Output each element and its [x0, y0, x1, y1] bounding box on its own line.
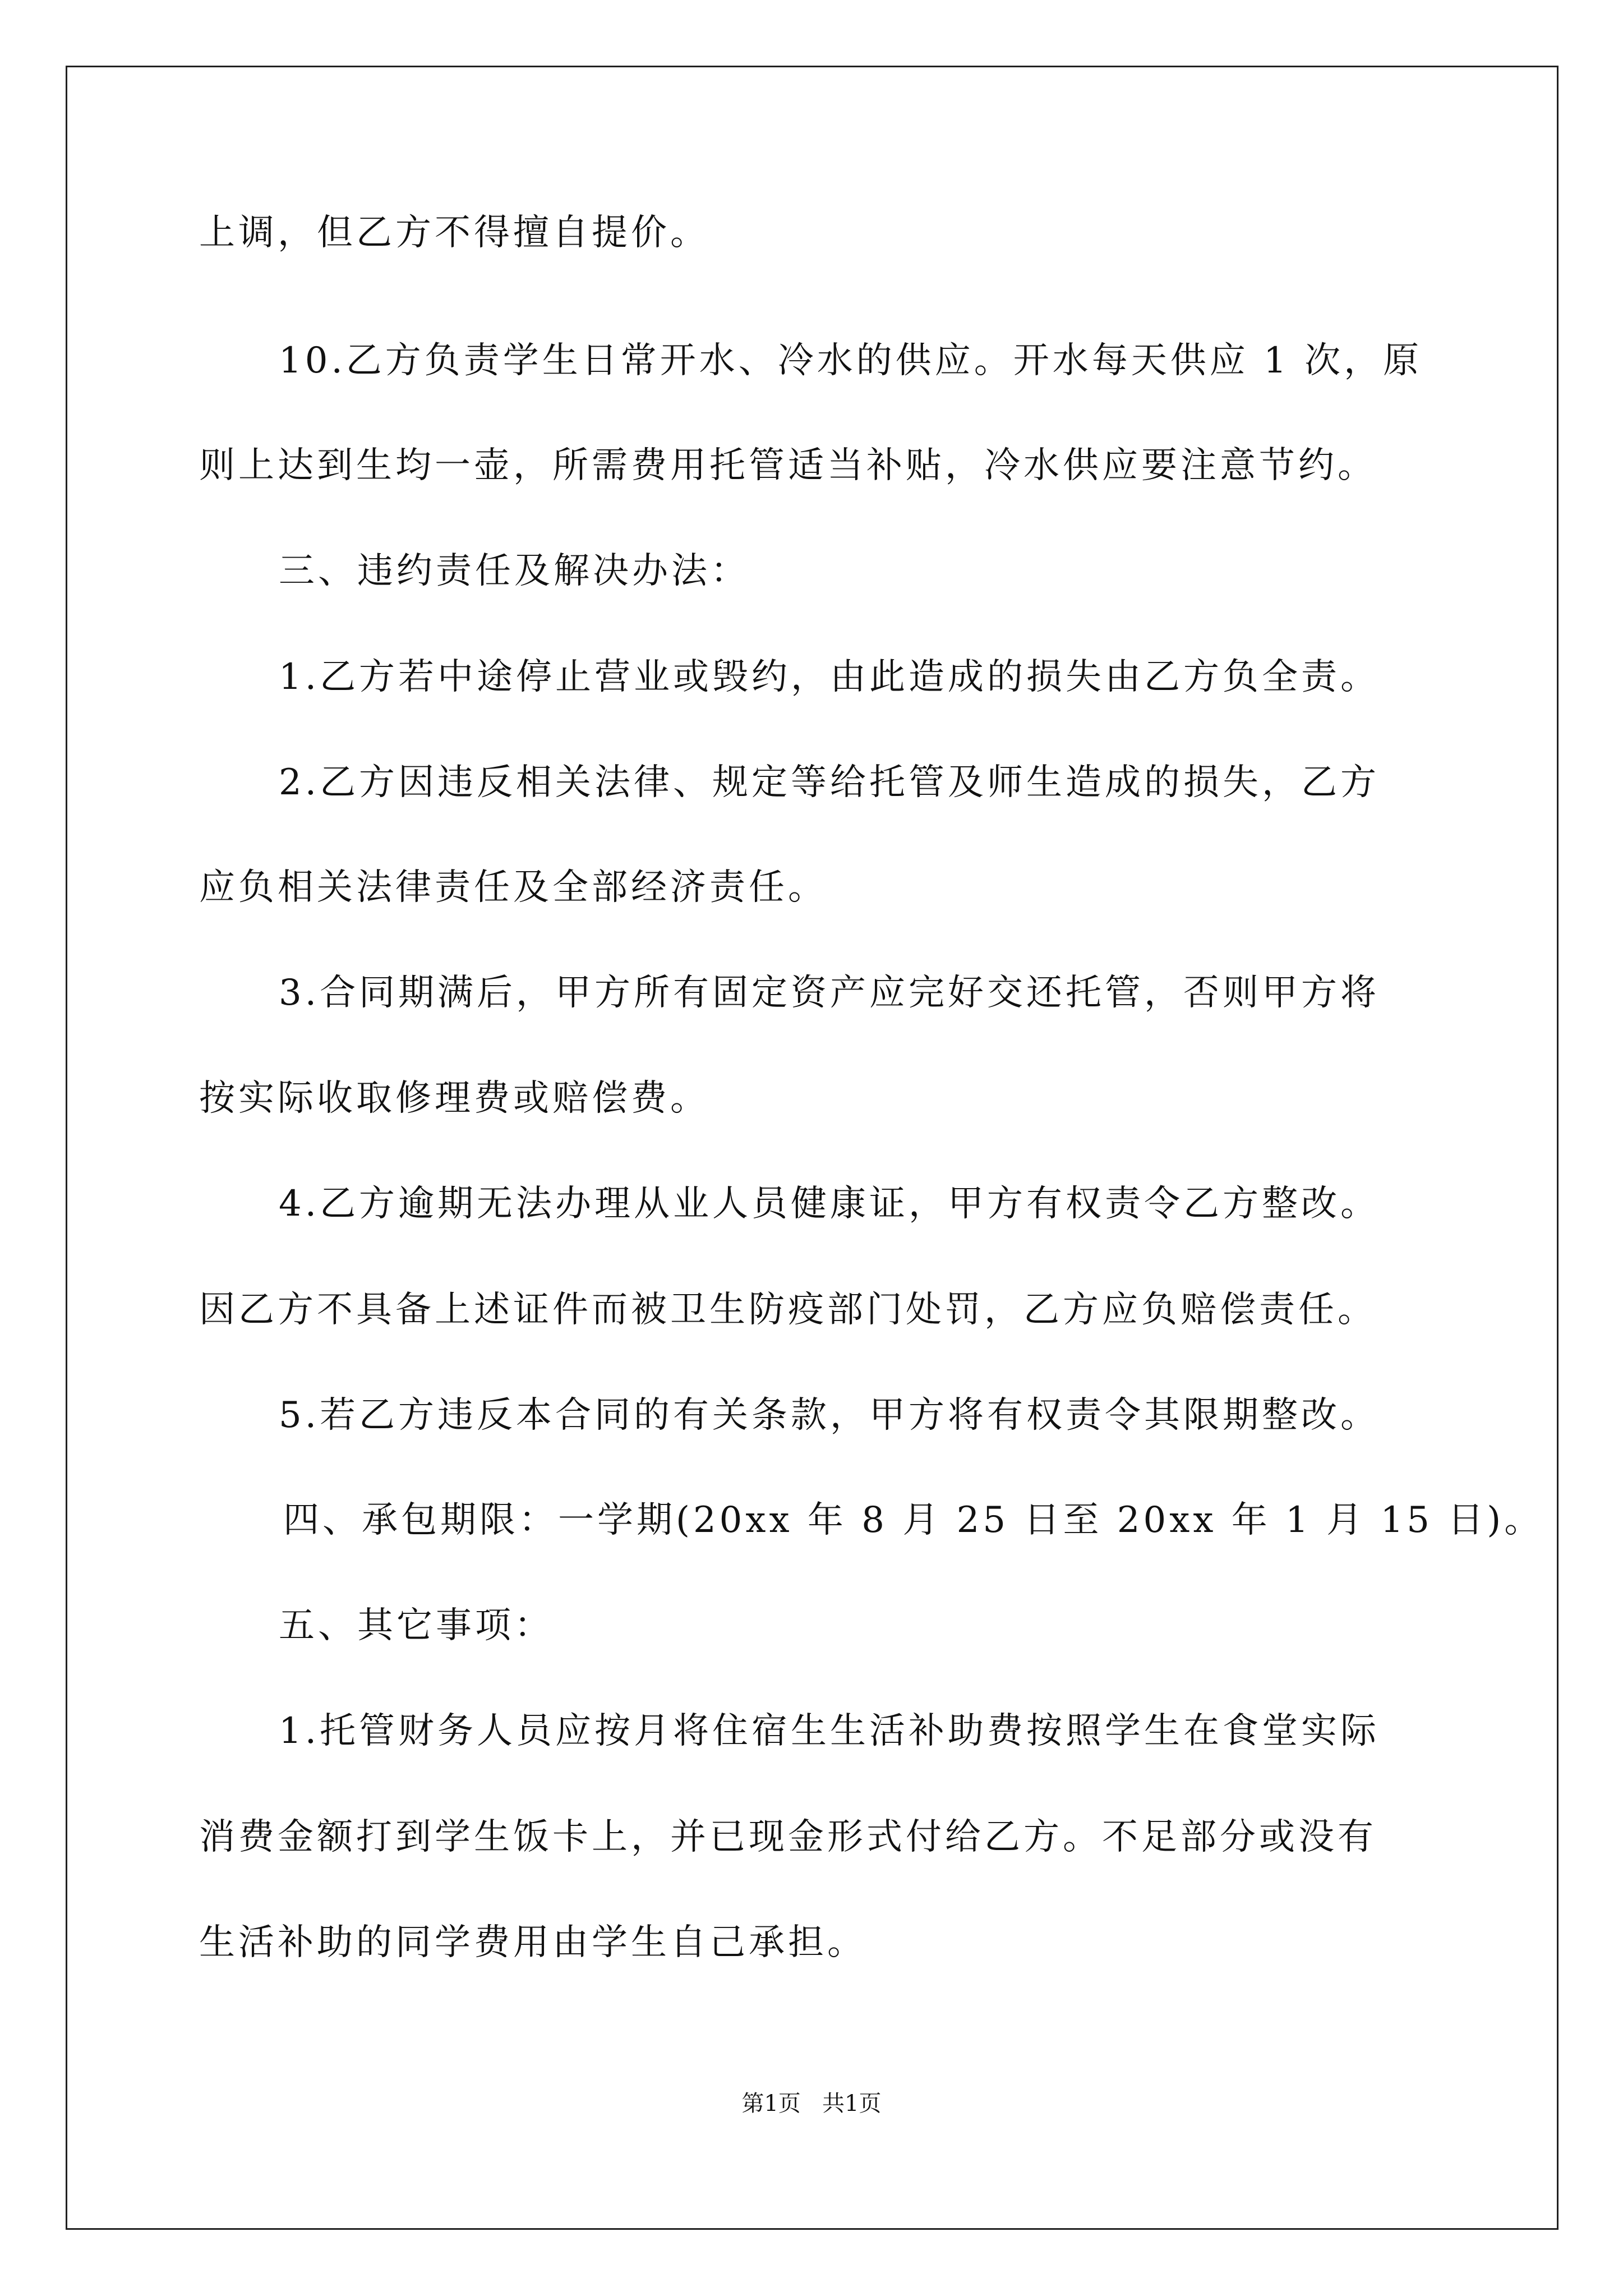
text-line: 5.若乙方违反本合同的有关条款，甲方将有权责令其限期整改。: [279, 1395, 1380, 1436]
text-line: 消费金额打到学生饭卡上，并已现金形式付给乙方。不足部分或没有: [199, 1816, 1377, 1858]
text-line: 3.合同期满后，甲方所有固定资产应完好交还托管，否则甲方将: [279, 972, 1380, 1014]
text-line: 生活补助的同学费用由学生自己承担。: [199, 1922, 866, 1963]
text-line: 1.乙方若中途停止营业或毁约，由此造成的损失由乙方负全责。: [279, 656, 1380, 698]
page-frame: [66, 66, 1559, 2230]
text-line: 2.乙方因违反相关法律、规定等给托管及师生造成的损失，乙方: [279, 762, 1380, 803]
section-heading: 三、违约责任及解决办法：: [279, 550, 750, 592]
text-line: 按实际收取修理费或赔偿费。: [199, 1078, 709, 1119]
text-line: 则上达到生均一壶，所需费用托管适当补贴，冷水供应要注意节约。: [199, 445, 1377, 486]
text-line: 4.乙方逾期无法办理从业人员健康证，甲方有权责令乙方整改。: [279, 1183, 1380, 1225]
section-heading: 五、其它事项：: [279, 1605, 554, 1646]
text-line: 因乙方不具备上述证件而被卫生防疫部门处罚，乙方应负赔偿责任。: [199, 1289, 1377, 1331]
page-number: 第1页 共1页: [741, 2091, 882, 2116]
section-heading: 四、承包期限：一学期(20xx 年 8 月 25 日至 20xx 年 1 月 15 日)。: [283, 1499, 1544, 1541]
text-line: 上调，但乙方不得擅自提价。: [199, 212, 709, 254]
text-line: 应负相关法律责任及全部经济责任。: [199, 867, 827, 908]
text-line: 10.乙方负责学生日常开水、冷水的供应。开水每天供应 1 次，原: [279, 340, 1423, 381]
text-line: 1.托管财务人员应按月将住宿生生活补助费按照学生在食堂实际: [279, 1710, 1380, 1752]
